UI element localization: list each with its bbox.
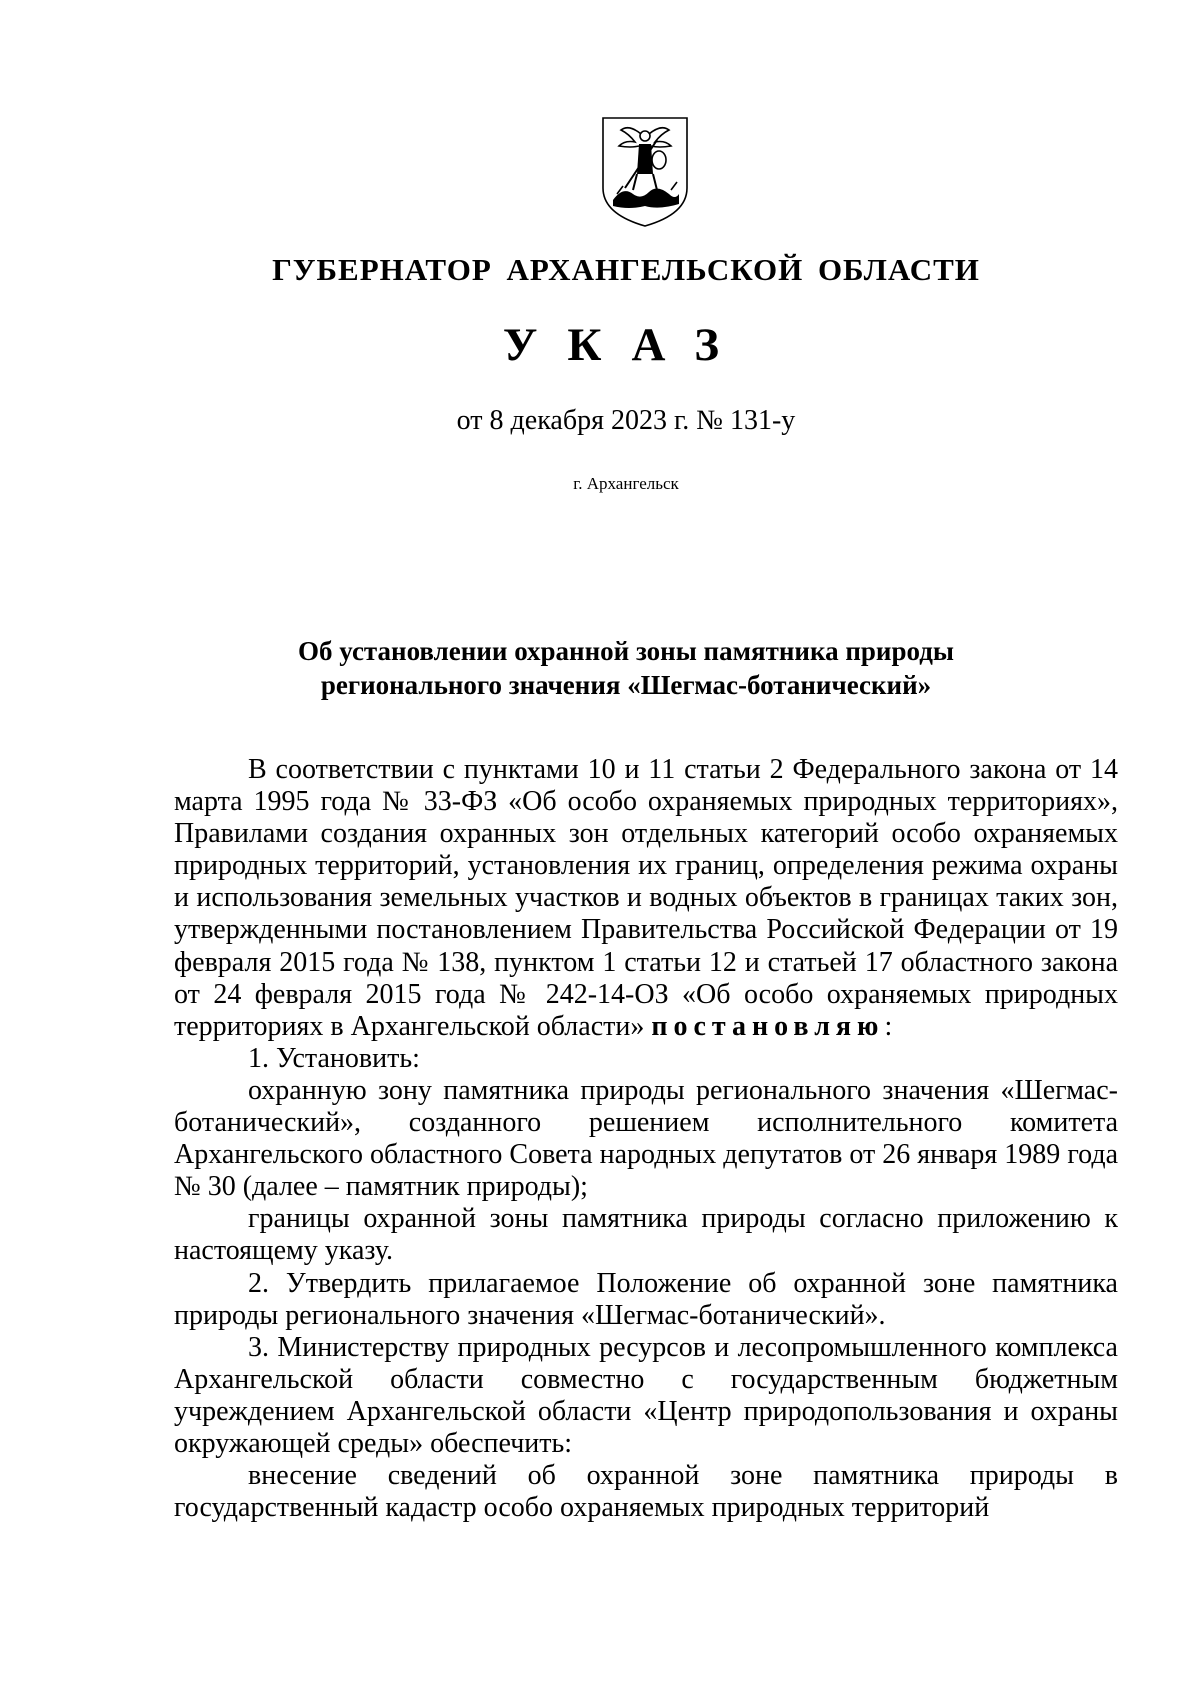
- document-type: УКАЗ: [502, 319, 750, 371]
- item-1-subparagraph-a: охранную зону памятника природы регионального значения «Шегмас-ботанический», созданного решением исполнительного комитета Архангельского областного Совета народных депутатов от 26 января 1989 года № 30 (далее – памятник природы);: [174, 1074, 1118, 1203]
- place-of-issue: г. Архангельск: [573, 474, 679, 493]
- item-1-subparagraph-b: границы охранной зоны памятника природы согласно приложению к настоящему указу.: [174, 1203, 1118, 1267]
- coat-of-arms-icon: [599, 114, 691, 230]
- document-body: [174, 754, 1118, 1524]
- decree-colon: :: [884, 1010, 893, 1042]
- item-1: 1. Установить:: [248, 1042, 420, 1074]
- document-title: [0, 634, 1200, 702]
- item-3-subparagraph-a: внесение сведений об охранной зоне памятника природы в государственный кадастр особо охраняемых природных территорий: [174, 1460, 1118, 1524]
- date-and-number: от 8 декабря 2023 г. № 131-у: [456, 405, 796, 436]
- decree-word: постановляю: [651, 1010, 885, 1042]
- item-3: 3. Министерству природных ресурсов и лесопромышленного комплекса Архангельской области совместно с государственным бюджетным учреждением Архангельской области «Центр природопользования и охраны окружающей среды» обеспечить:: [174, 1331, 1118, 1459]
- preamble-paragraph: [174, 754, 1118, 1043]
- title-line-1: Об установлении охранной зоны памятника природы: [298, 636, 954, 666]
- issuing-authority: ГУБЕРНАТОР АРХАНГЕЛЬСКОЙ ОБЛАСТИ: [272, 252, 980, 287]
- item-2: 2. Утвердить прилагаемое Положение об охранной зоне памятника природы регионального значения «Шегмас-ботанический».: [174, 1267, 1118, 1331]
- preamble-text: В соответствии с пунктами 10 и 11 статьи 2 Федерального закона от 14 марта 1995 года № 33-ФЗ «Об особо охраняемых природных территориях», Правилами создания охранных зон отдельных категорий особо охраняемых природных территорий, установления их границ, определения режима охраны и использования земельных участков и водных объектов в границах таких зон, утвержденными постановлением Правительства Российской Федерации от 19 февраля 2015 года № 138, пунктом 1 статьи 12 и статьей 17 областного закона от 24 февраля 2015 года № 242-14-ОЗ «Об особо охраняемых природных территориях в Архангельской области»: [174, 754, 1118, 1042]
- title-line-2: регионального значения «Шегмас-ботанический»: [320, 670, 932, 700]
